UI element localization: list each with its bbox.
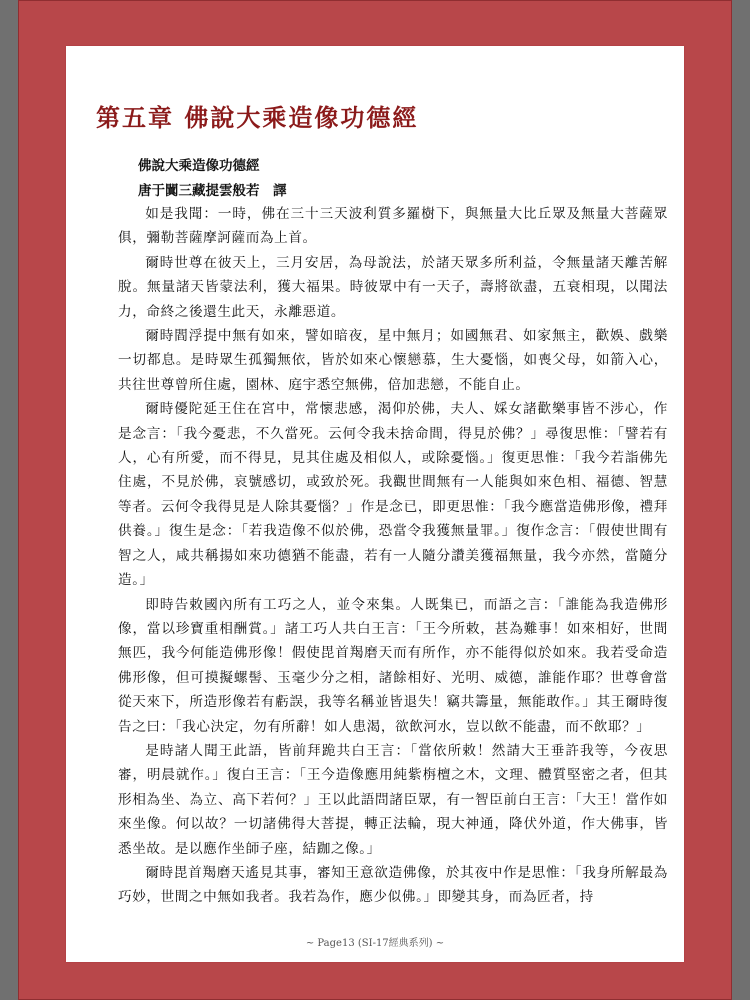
sutra-name: 佛說大乘造像功德經 (138, 158, 260, 174)
document-page[interactable] (66, 46, 684, 962)
translator-line: 唐于闐三藏提雲般若 譯 (138, 183, 287, 199)
page-footer: ~ Page13 (SI-17經典系列) ~ (305, 938, 445, 949)
paragraph: 如是我聞：一時，佛在三十三天波利質多羅樹下，與無量大比丘眾及無量大菩薩眾俱，彌勒菩薩摩訶薩而為上首。 (118, 206, 668, 247)
page-border-frame (18, 0, 732, 1000)
chapter-title: 第五章 佛說大乘造像功德經 (96, 103, 419, 132)
paragraph: 即時告敕國內所有工巧之人，並令來集。人既集已，而語之言：「誰能為我造佛形像，當以珍寶重相酬賞。」諸工巧人共白王言：「王今所敕，甚為難事！如來相好，世間無匹，我今何能造佛形像！假使毘首羯磨天而有所作，亦不能得似於如來。我若受命造佛形像，但可摸擬螺髻、玉毫少分之相，諸餘相好、光明、威德，誰能作耶？世尊會當從天來下，所造形像若有虧誤，我等名稱並皆退失！竊共籌量，無能敢作。」其王爾時復告之曰：「我心決定，勿有所辭！如人患渴，欲飲河水，豈以飲不能盡，而不飲耶？」 (118, 596, 668, 735)
paragraph: 爾時毘首羯磨天遙見其事，審知王意欲造佛像，於其夜中作是思惟：「我身所解最為巧妙，世間之中無如我者。我若為作，應少似佛。」即變其身，而為匠者，持 (118, 864, 668, 906)
paragraph: 爾時優陀延王住在宮中，常懷悲感，渴仰於佛，夫人、婇女諸歡樂事皆不涉心，作是念言：「我今憂悲，不久當死。云何令我未捨命間，得見於佛？」尋復思惟：「譬若有人，心有所愛，而不得見，見其住處及相似人，或除憂惱。」復更思惟：「我今若詣佛先住處，不見於佛，哀號感切，或致於死。我觀世間無有一人能與如來色相、福德、智慧等者。云何令我得見是人除其憂惱？」作是念已，即更思惟：「我今應當造佛形像，禮拜供養。」復生是念：「若我造像不似於佛，恐當令我獲無量罪。」復作念言：「假使世間有智之人，咸共稱揚如來功德猶不能盡，若有一人隨分讚美獲福無量，我今亦然，當隨分造。」 (118, 401, 668, 589)
paragraph: 爾時世尊在彼天上，三月安居，為母說法，於諸天眾多所利益，令無量諸天離苦解脫。無量諸天皆蒙法利，獲大福果。時彼眾中有一天子，壽將欲盡，五衰相現，以聞法力，命終之後還生此天，永離惡道。 (118, 254, 668, 320)
paragraph: 是時諸人聞王此語，皆前拜跪共白王言：「當依所敕！然請大王垂許我等，今夜思審，明晨就作。」復白王言：「王今造像應用純紫栴檀之木，文理、體質堅密之者，但其形相為坐、為立、高下若何？」王以此語問諸臣眾，有一智臣前白王言：「大王！當作如來坐像。何以故？一切諸佛得大菩提，轉正法輪，現大神通，降伏外道，作大佛事，皆悉坐故。是以應作坐師子座，結跏之像。」 (118, 742, 668, 857)
body-text (118, 202, 668, 910)
paragraph: 爾時閻浮提中無有如來，譬如暗夜，星中無月；如國無君、如家無主，歡娛、戲樂一切都息。是時眾生孤獨無依，皆於如來心懷戀慕，生大憂惱，如喪父母，如箭入心，共往世尊曾所住處，園林、庭宇悉空無佛，倍加悲戀，不能自止。 (118, 328, 668, 393)
